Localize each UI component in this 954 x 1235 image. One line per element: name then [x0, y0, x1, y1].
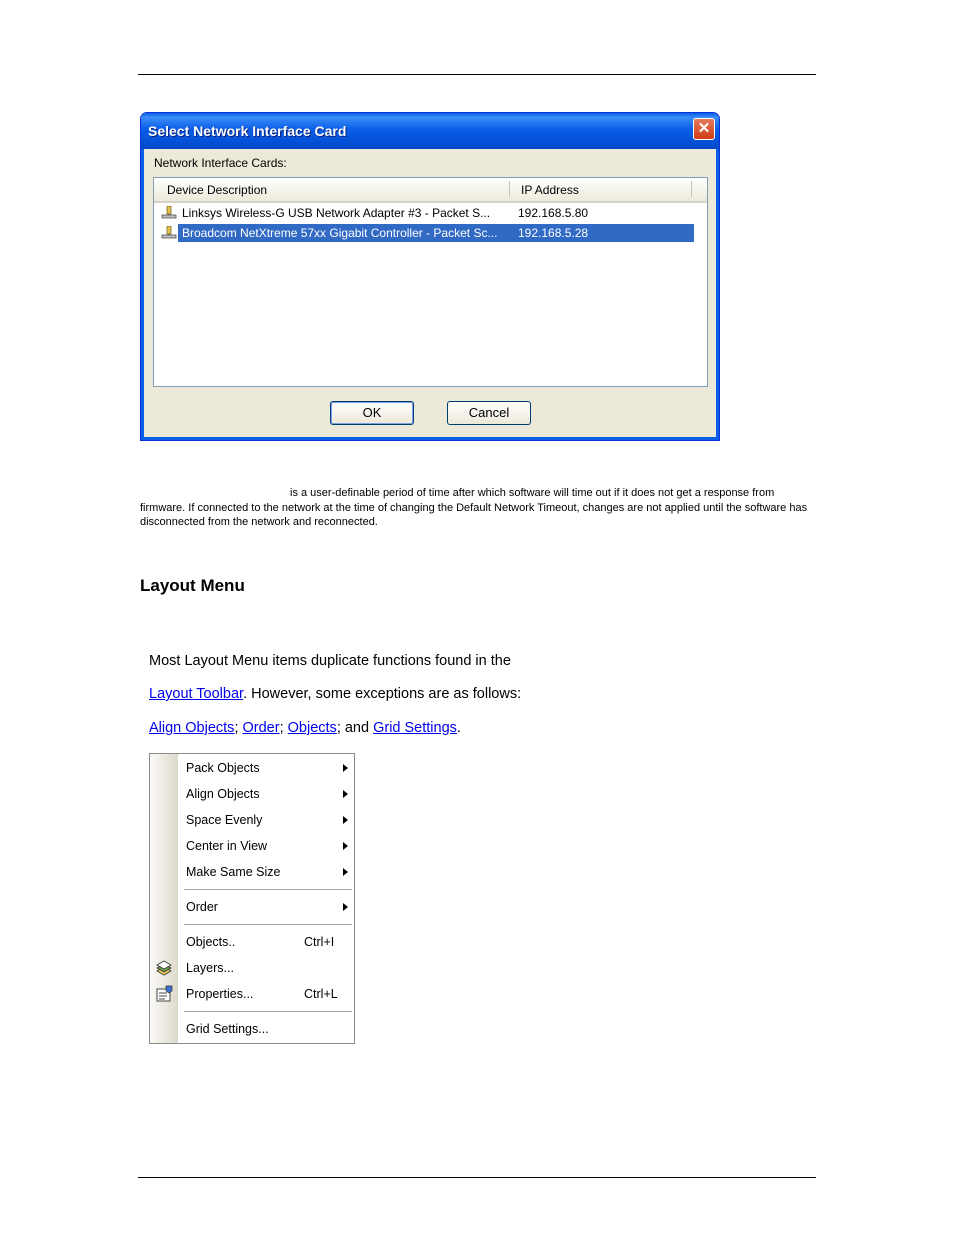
- dialog-titlebar[interactable]: [141, 113, 719, 149]
- section-heading: Layout Menu: [140, 576, 245, 595]
- network-card-icon: [161, 226, 177, 240]
- menu-item-layers[interactable]: [150, 956, 354, 980]
- submenu-arrow-icon: [343, 868, 348, 876]
- menu-item-label: Space Evenly: [186, 813, 263, 827]
- menu-item-label: Align Objects: [186, 787, 260, 801]
- device-description: Broadcom NetXtreme 57xx Gigabit Controller - Packet Sc...: [182, 226, 498, 240]
- timeout-paragraph: [140, 486, 816, 530]
- header-rule: [138, 74, 816, 75]
- toolbar-line: [149, 686, 521, 702]
- menu-item-label: Pack Objects: [186, 761, 260, 775]
- menu-item-space-evenly[interactable]: [150, 808, 354, 832]
- grid-settings-link[interactable]: Grid Settings: [373, 720, 457, 736]
- close-button[interactable]: [693, 118, 715, 140]
- submenu-arrow-icon: [343, 764, 348, 772]
- menu-item-shortcut: Ctrl+L: [304, 987, 338, 1001]
- select-nic-dialog: [140, 112, 720, 441]
- column-divider[interactable]: [691, 181, 692, 197]
- submenu-arrow-icon: [343, 903, 348, 911]
- list-header: [154, 178, 707, 203]
- menu-item-align-objects[interactable]: [150, 782, 354, 806]
- footer-rule: [138, 1177, 816, 1178]
- menu-item-properties[interactable]: [150, 982, 354, 1006]
- menu-item-label: Properties...: [186, 987, 254, 1001]
- device-description: Linksys Wireless-G USB Network Adapter #3 - Packet S...: [182, 206, 491, 220]
- nic-list-label: Network Interface Cards:: [154, 156, 287, 170]
- layers-icon: [155, 959, 173, 977]
- period-text: .: [456, 720, 461, 736]
- menu-item-label: Layers...: [186, 961, 234, 975]
- ok-button[interactable]: OK: [330, 401, 414, 425]
- align-objects-link[interactable]: Align Objects: [149, 720, 235, 736]
- menu-item-label: Objects..: [186, 935, 236, 949]
- menu-item-label: Grid Settings...: [186, 1022, 269, 1036]
- column-divider[interactable]: [509, 181, 510, 197]
- menu-item-make-same-size[interactable]: [150, 860, 354, 884]
- menu-item-objects[interactable]: [150, 930, 354, 954]
- column-header-device-description[interactable]: Device Description: [167, 183, 268, 197]
- layout-toolbar-link[interactable]: Layout Toolbar: [149, 686, 244, 702]
- submenu-arrow-icon: [343, 842, 348, 850]
- menu-separator: [184, 889, 352, 890]
- properties-icon: [155, 985, 173, 1003]
- menu-item-label: Center in View: [186, 839, 268, 853]
- intro-line: Most Layout Menu items duplicate functions found in the: [149, 653, 511, 669]
- ip-address: 192.168.5.28: [518, 226, 589, 240]
- layout-menu: [149, 753, 355, 1044]
- order-link[interactable]: Order: [242, 720, 280, 736]
- menu-separator: [184, 924, 352, 925]
- dialog-title: Select Network Interface Card: [148, 123, 347, 139]
- separator-text: ; and: [336, 720, 374, 736]
- submenu-arrow-icon: [343, 790, 348, 798]
- exceptions-line: [149, 720, 461, 736]
- separator-text: ;: [234, 720, 243, 736]
- menu-item-grid-settings[interactable]: [150, 1017, 354, 1041]
- menu-item-center-in-view[interactable]: [150, 834, 354, 858]
- objects-link[interactable]: Objects: [287, 720, 337, 736]
- toolbar-line-text: . However, some exceptions are as follows:: [243, 686, 522, 702]
- menu-separator: [184, 1011, 352, 1012]
- menu-item-label: Make Same Size: [186, 865, 281, 879]
- separator-text: ;: [279, 720, 288, 736]
- close-icon: ✕: [697, 120, 711, 137]
- menu-item-pack-objects[interactable]: [150, 756, 354, 780]
- menu-item-shortcut: Ctrl+I: [304, 935, 335, 949]
- network-card-icon: [161, 206, 177, 220]
- nic-listview[interactable]: [153, 177, 708, 387]
- submenu-arrow-icon: [343, 816, 348, 824]
- menu-item-order[interactable]: [150, 895, 354, 919]
- menu-item-label: Order: [186, 900, 218, 914]
- paragraph-text: is a user-definable period of time after which software will time out if it does not get a response from firmware. If connected to the network at the time of changing the Default Network Timeout, changes are not applied until the software has disconnected from the network and reconnected.: [140, 487, 808, 528]
- column-header-ip-address[interactable]: IP Address: [521, 183, 579, 197]
- ip-address: 192.168.5.80: [518, 206, 589, 220]
- nic-row-broadcom[interactable]: [158, 224, 694, 242]
- nic-row-linksys[interactable]: [158, 204, 694, 222]
- cancel-button[interactable]: Cancel: [447, 401, 531, 425]
